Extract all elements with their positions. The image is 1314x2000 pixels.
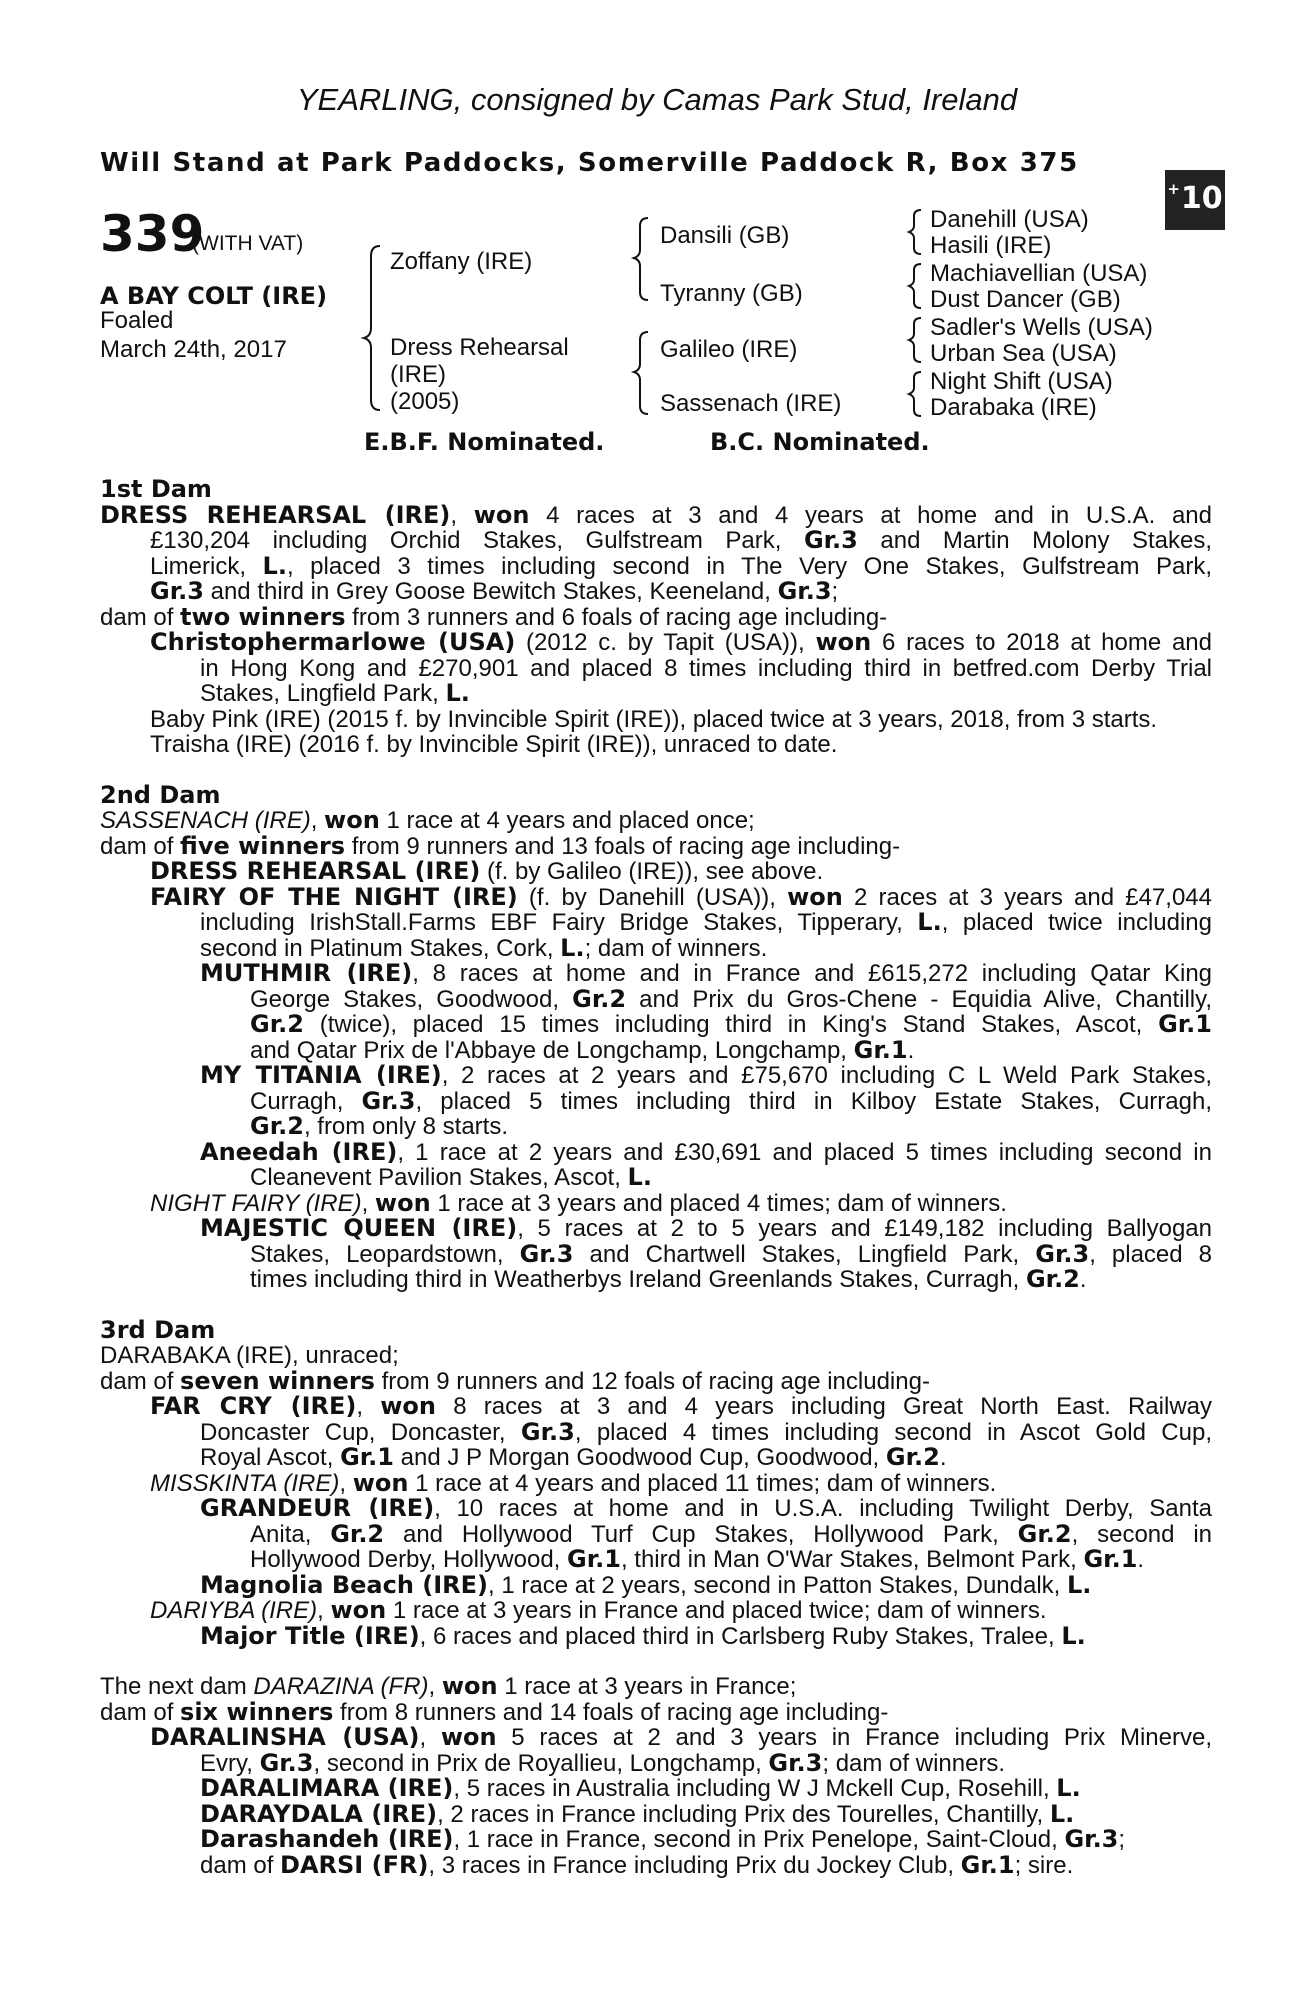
second-dam-line: Stakes, Leopardstown, Gr.3 and Chartwell Stakes, Lingfield Park, Gr.3, placed 8 [250, 1239, 1212, 1268]
pedigree-dam-name: Dress Rehearsal [390, 334, 569, 361]
first-dam-line: Traisha (IRE) (2016 f. by Invincible Spirit (IRE)), unraced to date. [150, 731, 838, 758]
third-dam-heading: 3rd Dam [100, 1315, 216, 1344]
third-dam-line: GRANDEUR (IRE), 10 races at home and in U.S.A. including Twilight Derby, Santa [200, 1494, 1212, 1522]
second-dam-line: second in Platinum Stakes, Cork, L.; dam of winners. [200, 933, 768, 962]
third-dam-line: Royal Ascot, Gr.1 and J P Morgan Goodwood Cup, Goodwood, Gr.2. [200, 1443, 947, 1471]
second-dam-line: DRESS REHEARSAL (IRE) (f. by Galileo (IRE)), see above. [150, 857, 824, 885]
stand-location: Will Stand at Park Paddocks, Somerville Paddock R, Box 375 [100, 148, 1079, 178]
third-dam-line: Anita, Gr.2 and Hollywood Turf Cup Stakes, Hollywood Park, Gr.2, second in [250, 1519, 1213, 1548]
pedigree-sire-dam: Tyranny (GB) [660, 280, 803, 307]
first-dam-line: £130,204 including Orchid Stakes, Gulfstream Park, Gr.3 and Martin Molony Stakes, [150, 526, 1212, 554]
second-dam-line: NIGHT FAIRY (IRE), won 1 race at 3 years and placed 4 times; dam of winners. [150, 1188, 1007, 1217]
ebf-nominated: E.B.F. Nominated. [364, 428, 605, 456]
first-dam-line: Stakes, Lingfield Park, L. [200, 679, 470, 707]
second-dam-line: Gr.2, from only 8 starts. [250, 1112, 508, 1140]
next-dam-line: DARALINSHA (USA), won 5 races at 2 and 3 years in France including Prix Minerve, [150, 1723, 1212, 1751]
pedigree-g3-8: Darabaka (IRE) [930, 394, 1097, 421]
first-dam-line: Christophermarlowe (USA) (2012 c. by Tapit (USA)), won 6 races to 2018 at home and [150, 628, 1212, 656]
second-dam-line: George Stakes, Goodwood, Gr.2 and Prix du Gros-Chene - Equidia Alive, Chantilly, [250, 984, 1212, 1013]
third-dam-line: Hollywood Derby, Hollywood, Gr.1, third in Man O'War Stakes, Belmont Park, Gr.1. [250, 1545, 1145, 1573]
second-dam-line: times including third in Weatherbys Ireland Greenlands Stakes, Curragh, Gr.2. [250, 1265, 1087, 1293]
pedigree-g3-4: Dust Dancer (GB) [930, 286, 1121, 313]
badge-value: 10 [1180, 181, 1223, 216]
next-dam-line: The next dam DARAZINA (FR), won 1 race at 3 years in France; [100, 1672, 797, 1700]
second-dam-line: FAIRY OF THE NIGHT (IRE) (f. by Danehill (USA)), won 2 races at 3 years and £47,044 [150, 882, 1212, 911]
next-dam-line: DARAYDALA (IRE), 2 races in France including Prix des Tourelles, Chantilly, L. [200, 1799, 1075, 1828]
first-dam-line: Limerick, L., placed 3 times including second in The Very One Stakes, Gulfstream Park, [150, 551, 1212, 580]
second-dam-line: Cleanevent Pavilion Stakes, Ascot, L. [250, 1163, 652, 1191]
third-dam-line: DARIYBA (IRE), won 1 race at 3 years in France and placed twice; dam of winners. [150, 1596, 1047, 1624]
first-dam-line: dam of two winners from 3 runners and 6 foals of racing age including- [100, 602, 888, 631]
next-dam-line: dam of six winners from 8 runners and 14 foals of racing age including- [100, 1697, 889, 1726]
pedigree-dam-dam: Sassenach (IRE) [660, 390, 842, 417]
foaled-label: Foaled [100, 307, 174, 334]
pedigree-sire: Zoffany (IRE) [390, 248, 533, 275]
first-dam-line: DRESS REHEARSAL (IRE), won 4 races at 3 and 4 years at home and in U.S.A. and [100, 500, 1212, 529]
second-dam-line: Aneedah (IRE), 1 race at 2 years and £30,691 and placed 5 times including second in [200, 1137, 1212, 1166]
pedigree-g3-1: Danehill (USA) [930, 206, 1089, 233]
pedigree-g3-5: Sadler's Wells (USA) [930, 314, 1153, 341]
second-dam-line: dam of five winners from 9 runners and 13 foals of racing age including- [100, 831, 901, 860]
first-dam-line: Gr.3 and third in Grey Goose Bewitch Stakes, Keeneland, Gr.3; [150, 577, 839, 605]
second-dam-line: and Qatar Prix de l'Abbaye de Longchamp, Longchamp, Gr.1. [250, 1035, 915, 1064]
first-dam-heading: 1st Dam [100, 475, 212, 503]
second-dam-line: MUTHMIR (IRE), 8 races at home and in France and £615,272 including Qatar King [200, 959, 1213, 987]
second-dam-line: MY TITANIA (IRE), 2 races at 2 years and £75,670 including C L Weld Park Stakes, [200, 1061, 1213, 1089]
vat-note: (WITH VAT) [192, 232, 304, 255]
second-dam-line: including IrishStall.Farms EBF Fairy Bridge Stakes, Tipperary, L., placed twice including [200, 908, 1213, 936]
pedigree-dam-year: (2005) [390, 388, 460, 415]
second-dam-heading: 2nd Dam [100, 780, 221, 809]
third-dam-line: MISSKINTA (IRE), won 1 race at 4 years and placed 11 times; dam of winners. [150, 1468, 997, 1497]
pedigree-g3-2: Hasili (IRE) [930, 232, 1052, 259]
horse-description: A BAY COLT (IRE) [100, 282, 328, 310]
pedigree-g3-3: Machiavellian (USA) [930, 260, 1148, 287]
first-dam-line: Baby Pink (IRE) (2015 f. by Invincible Spirit (IRE)), placed twice at 3 years, 2018, from 3 starts. [150, 705, 1158, 733]
third-dam-line: dam of seven winners from 9 runners and 12 foals of racing age including- [100, 1366, 930, 1395]
second-dam-line: MAJESTIC QUEEN (IRE), 5 races at 2 to 5 years and £149,182 including Ballyogan [200, 1214, 1212, 1242]
catalogue-body [100, 477, 1212, 1878]
third-dam-line: DARABAKA (IRE), unraced; [100, 1342, 399, 1369]
pedigree-g3-7: Night Shift (USA) [930, 368, 1113, 395]
third-dam-line: Magnolia Beach (IRE), 1 race at 2 years, second in Patton Stakes, Dundalk, L. [200, 1570, 1092, 1599]
foaled-date: March 24th, 2017 [100, 336, 287, 363]
first-dam-line: in Hong Kong and £270,901 and placed 8 times including third in betfred.com Derby Trial [200, 654, 1212, 682]
next-dam-line: DARALIMARA (IRE), 5 races in Australia including W J Mckell Cup, Rosehill, L. [200, 1774, 1081, 1802]
bc-nominated: B.C. Nominated. [710, 428, 930, 456]
pedigree-sire-sire: Dansili (GB) [660, 222, 790, 249]
third-dam-line: Doncaster Cup, Doncaster, Gr.3, placed 4 times including second in Ascot Gold Cup, [200, 1417, 1212, 1446]
consignment-line: YEARLING, consigned by Camas Park Stud, Ireland [296, 82, 1018, 117]
third-dam-line: FAR CRY (IRE), won 8 races at 3 and 4 years including Great North East. Railway [150, 1392, 1213, 1420]
pedigree-dam [390, 334, 569, 415]
pedigree-dam-sire: Galileo (IRE) [660, 336, 798, 363]
next-dam-line: Darashandeh (IRE), 1 race in France, second in Prix Penelope, Saint-Cloud, Gr.3; [200, 1825, 1126, 1853]
third-dam-line: Major Title (IRE), 6 races and placed third in Carlsberg Ruby Stakes, Tralee, L. [200, 1621, 1086, 1650]
second-dam-line: Gr.2 (twice), placed 15 times including third in King's Stand Stakes, Ascot, Gr.1 [250, 1010, 1212, 1038]
second-dam-line: Curragh, Gr.3, placed 5 times including third in Kilboy Estate Stakes, Curragh, [250, 1086, 1212, 1115]
pedigree-braces [0, 0, 1314, 460]
pedigree-dam-country: (IRE) [390, 361, 446, 388]
pedigree-g3-6: Urban Sea (USA) [930, 340, 1117, 367]
next-dam-line: dam of DARSI (FR), 3 races in France including Prix du Jockey Club, Gr.1; sire. [200, 1850, 1074, 1879]
lot-number: 339 [100, 205, 205, 263]
second-dam-line: SASSENACH (IRE), won 1 race at 4 years and placed once; [100, 806, 755, 834]
badge-plus: + [1167, 180, 1180, 198]
next-dam-line: Evry, Gr.3, second in Prix de Royallieu, Longchamp, Gr.3; dam of winners. [200, 1748, 1006, 1777]
